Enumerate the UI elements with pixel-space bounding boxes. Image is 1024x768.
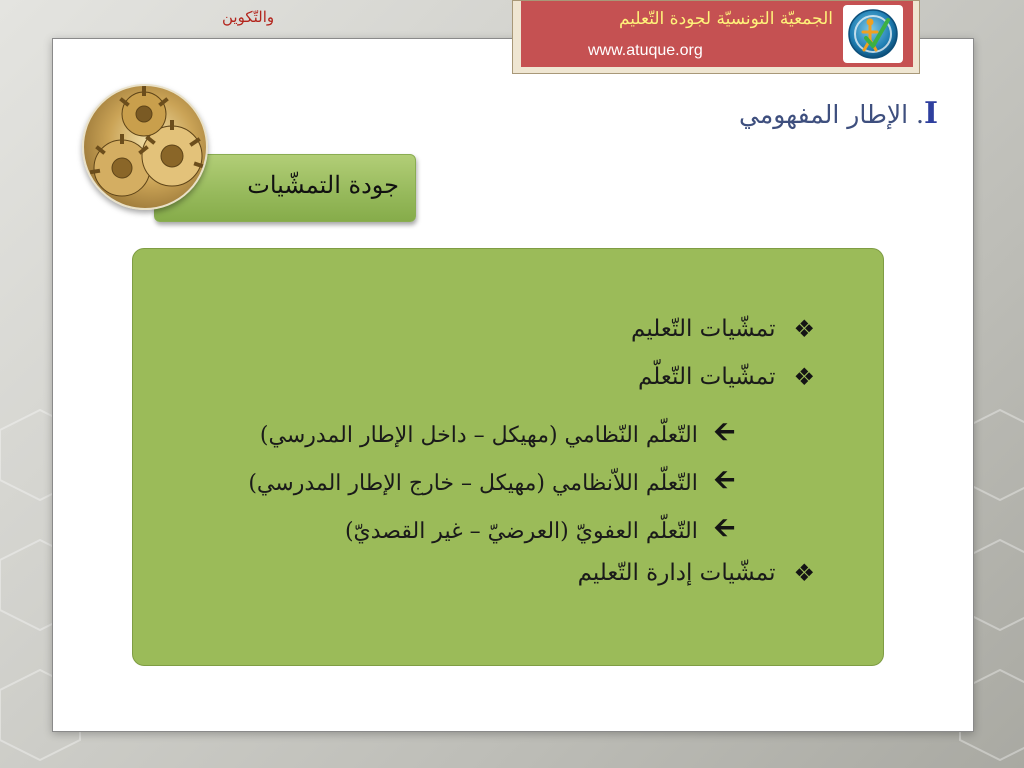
sub-bullet-item [260, 413, 735, 457]
section-heading [739, 96, 938, 131]
gears-image [82, 84, 208, 210]
diamond-bullet-icon: ❖ [793, 363, 815, 391]
sub-bullet-item [345, 509, 735, 553]
diamond-bullet-icon: ❖ [793, 315, 815, 343]
topic-label-text: جودة التمشّيات [247, 171, 399, 199]
bullet-item [578, 559, 815, 587]
bullet-text: التّعلّم اللاّنظامي (مهيكل – خارج الإطار المدرسي) [248, 470, 698, 496]
banner-url-link[interactable]: www.atuque.org [588, 42, 703, 59]
banner-inner [521, 1, 913, 67]
diamond-bullet-icon: ❖ [793, 559, 815, 587]
content-box [132, 248, 884, 666]
arrow-left-icon: 🡨 [713, 465, 735, 495]
bullet-text: تمشّيات إدارة التّعليم [577, 560, 776, 586]
banner-title: الجمعيّة التونسيّة لجودة التّعليم [618, 9, 833, 29]
bullet-item [638, 363, 815, 391]
bullet-text: تمشّيات التّعلّم [638, 364, 776, 390]
bullet-text: تمشّيات التّعليم [631, 316, 776, 342]
header-banner [512, 0, 920, 74]
top-left-caption: والتّكوين [222, 8, 275, 26]
bullet-text: التّعلّم العفويّ (العرضيّ – غير القصديّ) [344, 518, 698, 544]
atuque-logo-icon [843, 5, 903, 63]
sub-bullet-item [248, 461, 735, 505]
section-number: I [923, 96, 938, 131]
section-heading-text: . الإطار المفهومي [738, 100, 924, 129]
arrow-left-icon: 🡨 [713, 513, 735, 543]
arrow-left-icon: 🡨 [713, 417, 735, 447]
bullet-text: التّعلّم النّظامي (مهيكل – داخل الإطار المدرسي) [259, 422, 698, 448]
bullet-item [631, 315, 815, 343]
